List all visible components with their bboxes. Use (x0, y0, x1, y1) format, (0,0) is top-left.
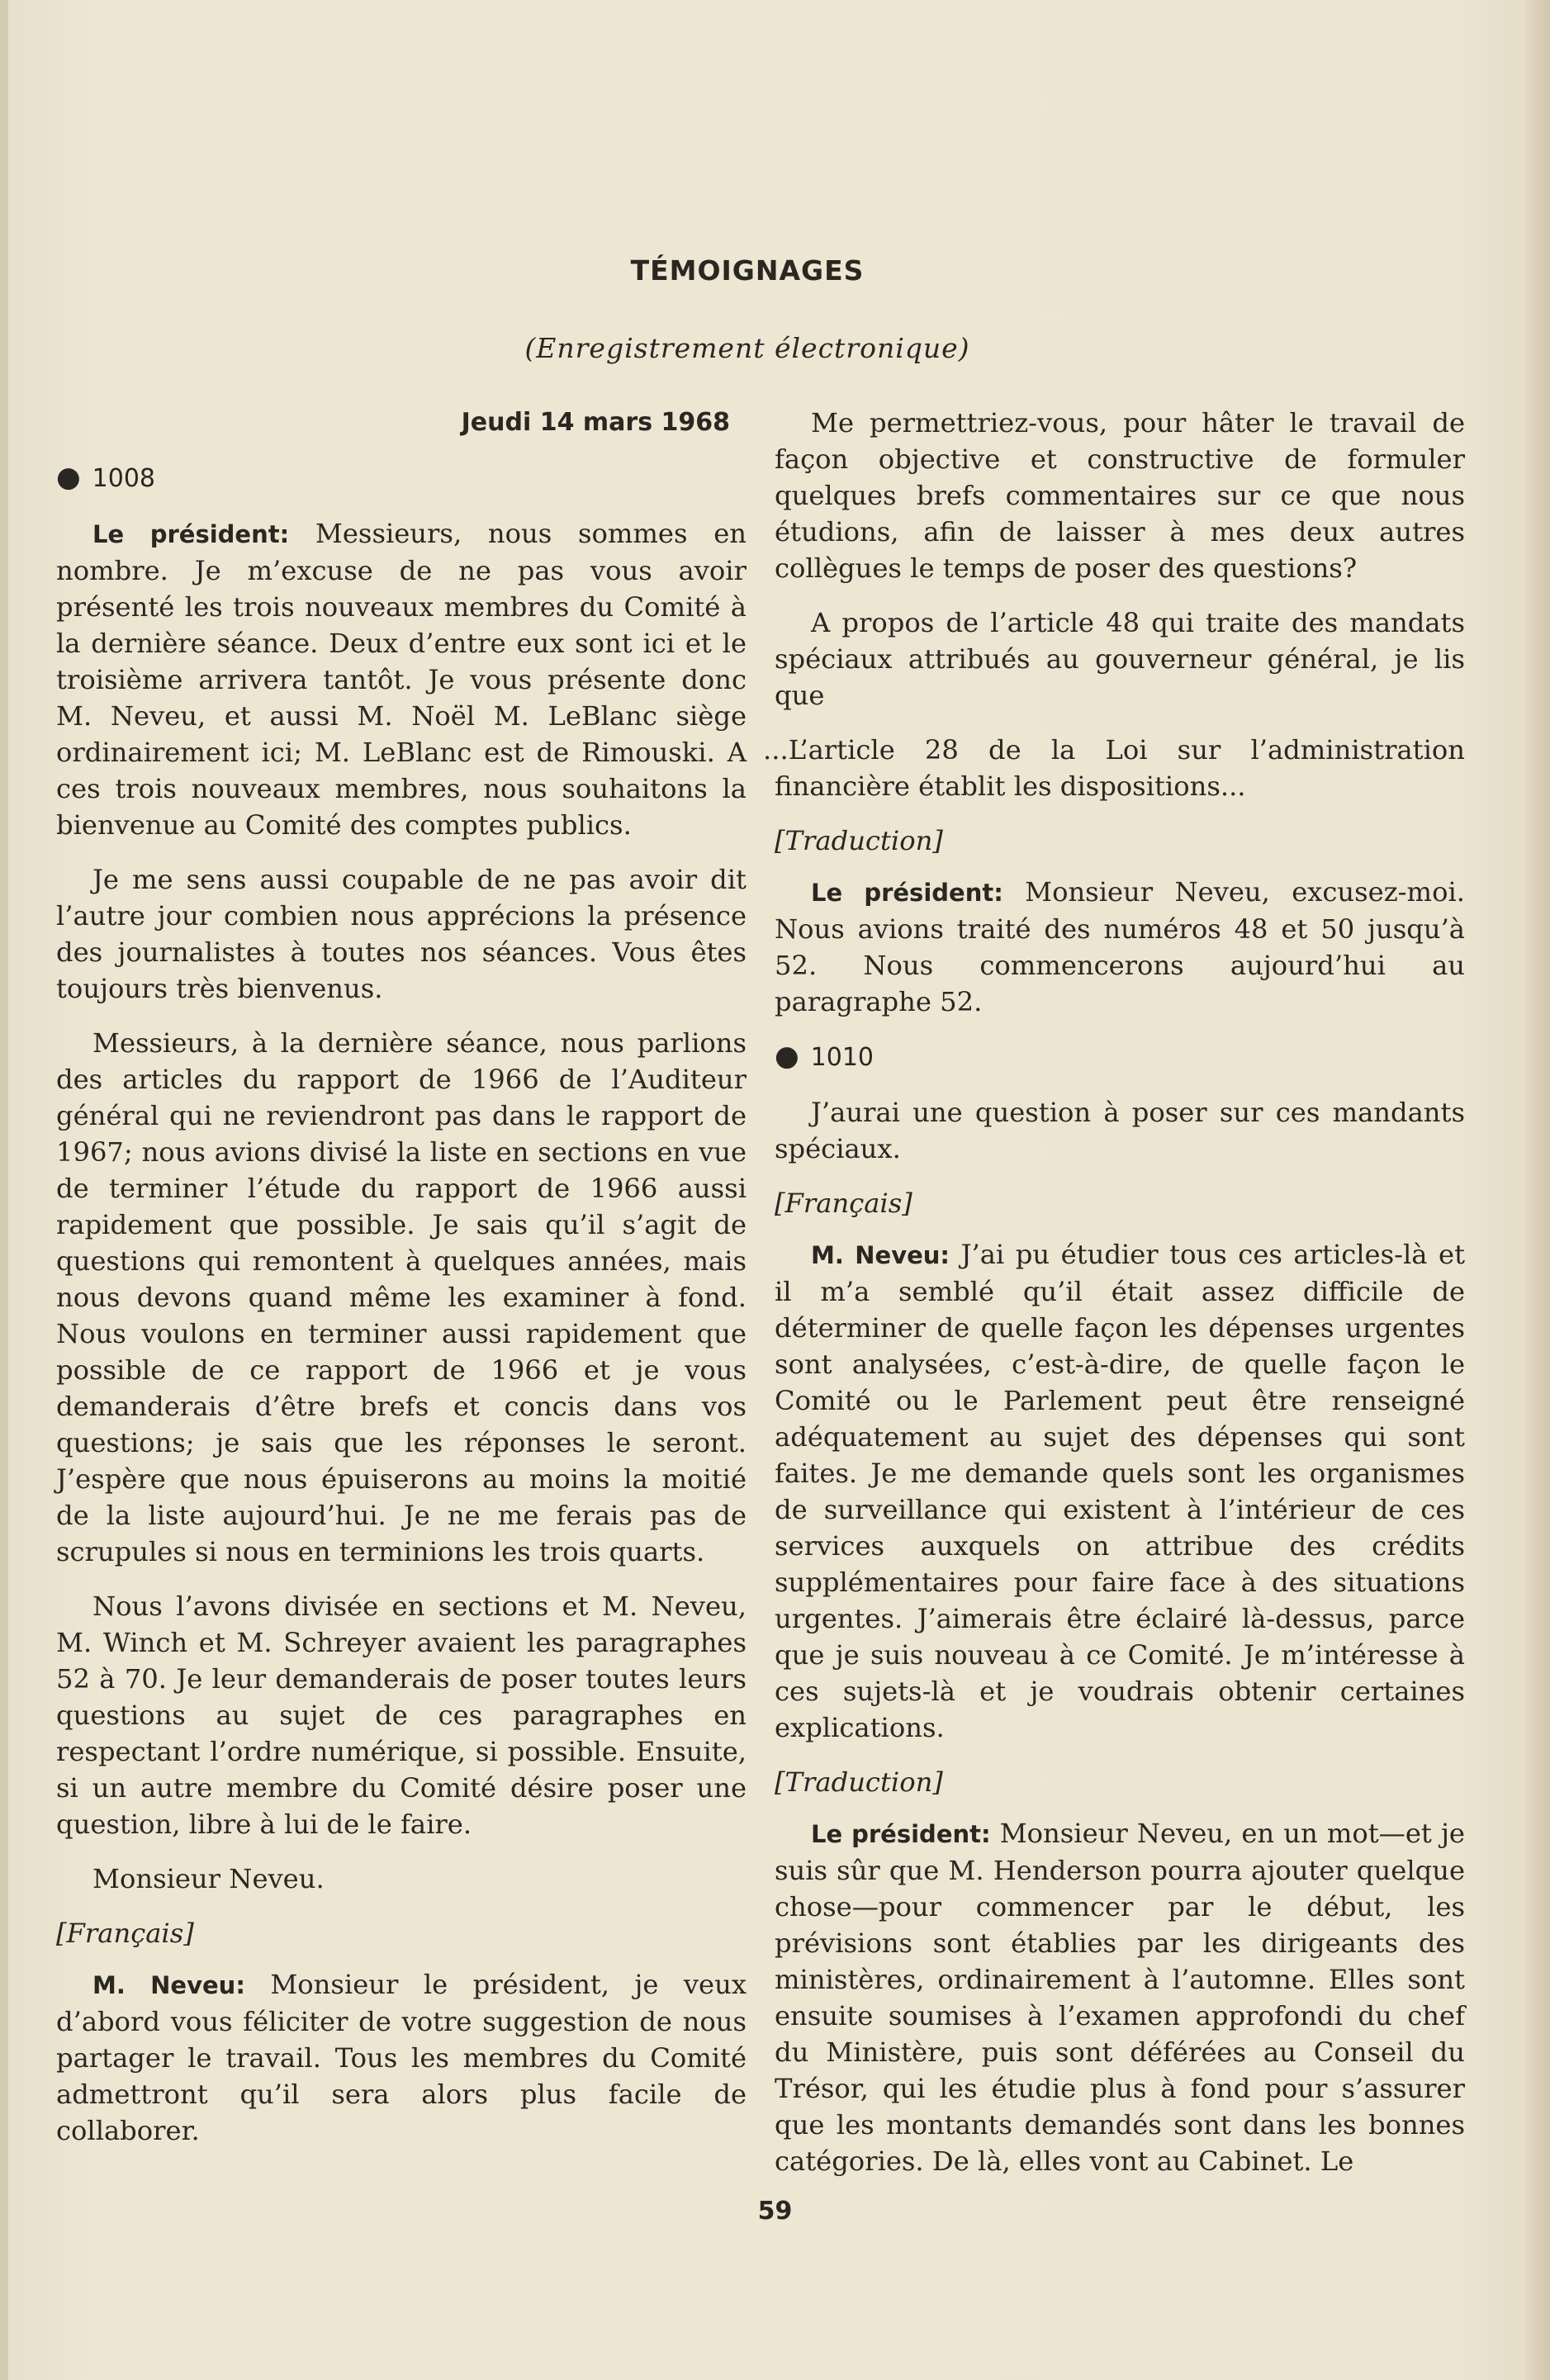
block-quote: ...L’article 28 de la Loi sur l’administration financière établit les dispositions... (763, 734, 1465, 802)
paragraph: A propos de l’article 48 qui traite des mandats spéciaux attribués au gouverneur général, je lis que (775, 607, 1465, 711)
language-tag: [Traduction] (775, 825, 943, 856)
language-tag: [Traduction] (775, 1766, 943, 1798)
page-number: 59 (757, 2197, 793, 2226)
session-date: Jeudi 14 mars 1968 (461, 408, 730, 437)
page-edge-right (1525, 0, 1550, 2380)
paragraph (775, 874, 1465, 1020)
speaker-label: M. Neveu: (811, 1241, 950, 1269)
left-column (56, 405, 747, 2167)
bullet-icon: ● (56, 461, 81, 494)
paragraph (775, 1236, 1465, 1746)
paragraph: J’aurai une question à poser sur ces mandants spéciaux. (775, 1097, 1465, 1164)
paragraph-text: Monsieur Neveu, en un mot—et je suis sûr que M. Henderson pourra ajouter quelque chose—pour commencer par le début, les prévisions sont établies par les dirigeants des ministères, ordinairement à l’automne. Elles sont ensuite soumises à l’examen approfondi du chef du Ministère, puis sont déférées au Conseil du Trésor, qui les étudie plus à fond pour s’assurer que les montants demandés sont dans les bonnes catégories. De là, elles vont au Cabinet. Le (775, 1818, 1465, 2177)
speaker-label: Le président: (92, 520, 290, 548)
language-tag: [Français] (775, 1188, 912, 1219)
paragraph: Me permettriez-vous, pour hâter le travail de façon objective et constructive de formuler quelques brefs commentaires sur ce que nous étudions, afin de laisser à mes deux autres collègues le temps de poser des questions? (775, 407, 1465, 584)
page-title: TÉMOIGNAGES (630, 254, 865, 287)
paragraph (56, 1966, 747, 2149)
paragraph (56, 515, 747, 843)
paragraph: Monsieur Neveu. (92, 1863, 325, 1894)
time-marker (775, 1038, 1465, 1076)
time-marker-label: 1008 (92, 464, 156, 493)
speaker-label: Le président: (811, 1820, 991, 1848)
paragraph-text: J’ai pu étudier tous ces articles-là et il m’a semblé qu’il était assez difficile de déterminer de quelle façon les dépenses urgentes sont analysées, c’est-à-dire, de quelle façon le Comité ou le Parlement peut être renseigné adéquatement au sujet des dépenses qui sont faites. Je me demande quels sont les organismes de surveillance qui existent à l’intérieur de ces services auxquels on attribue des crédits supplémentaires pour faire face à des situations urgentes. J’aimerais être éclairé là-dessus, parce que je suis nouveau à ce Comité. Je m’intéresse à ces sujets-là et je voudrais obtenir certaines explications. (775, 1239, 1466, 1743)
paragraph: Je me sens aussi coupable de ne pas avoir dit l’autre jour combien nous apprécions la présence des journalistes à toutes nos séances. Vous êtes toujours très bienvenus. (56, 864, 747, 1004)
paragraph: Nous l’avons divisée en sections et M. Neveu, M. Winch et M. Schreyer avaient les paragraphes 52 à 70. Je leur demanderais de poser toutes leurs questions au sujet de ces paragraphes en respectant l’ordre numérique, si possible. Ensuite, si un autre membre du Comité désire poser une question, libre à lui de le faire. (56, 1591, 747, 1840)
bullet-icon: ● (775, 1040, 799, 1073)
paragraph-text: Messieurs, nous sommes en nombre. Je m’excuse de ne pas vous avoir présenté les trois nouveaux membres du Comité à la dernière séance. Deux d’entre eux sont ici et le troisième arrivera tantôt. Je vous présente donc M. Neveu, et aussi M. Noël M. LeBlanc siège ordinairement ici; M. LeBlanc est de Rimouski. A ces trois nouveaux membres, nous souhaitons la bienvenue au Comité des comptes publics. (56, 518, 747, 841)
page-subtitle: (Enregistrement électronique) (524, 332, 970, 364)
time-marker-label: 1010 (810, 1043, 875, 1072)
right-column (763, 405, 1466, 2197)
paragraph (775, 1815, 1465, 2179)
speaker-label: Le président: (811, 879, 1003, 907)
paragraph-text: Monsieur le président, je veux d’abord vous féliciter de votre suggestion de nous partager le travail. Tous les membres du Comité admettront qu’il sera alors plus facile de collaborer. (56, 1969, 747, 2146)
speaker-label: M. Neveu: (92, 1971, 245, 1999)
time-marker (56, 459, 747, 497)
paragraph-text: Monsieur Neveu, excusez-moi. Nous avions traité des numéros 48 et 50 jusqu’à 52. Nous commencerons aujourd’hui au paragraphe 52. (775, 876, 1465, 1017)
paragraph: Messieurs, à la dernière séance, nous parlions des articles du rapport de 1966 de l’Auditeur général qui ne reviendront pas dans le rapport de 1967; nous avions divisé la liste en sections en vue de terminer l’étude du rapport de 1966 aussi rapidement que possible. Je sais qu’il s’agit de questions qui remontent à quelques années, mais nous devons quand même les examiner à fond. Nous voulons en terminer aussi rapidement que possible de ce rapport de 1966 et je vous demanderais d’être brefs et concis dans vos questions; je sais que les réponses le seront. J’espère que nous épuiserons au moins la moitié de la liste aujourd’hui. Je ne me ferais pas de scrupules si nous en terminions les trois quarts. (56, 1027, 747, 1567)
language-tag: [Français] (56, 1918, 194, 1949)
